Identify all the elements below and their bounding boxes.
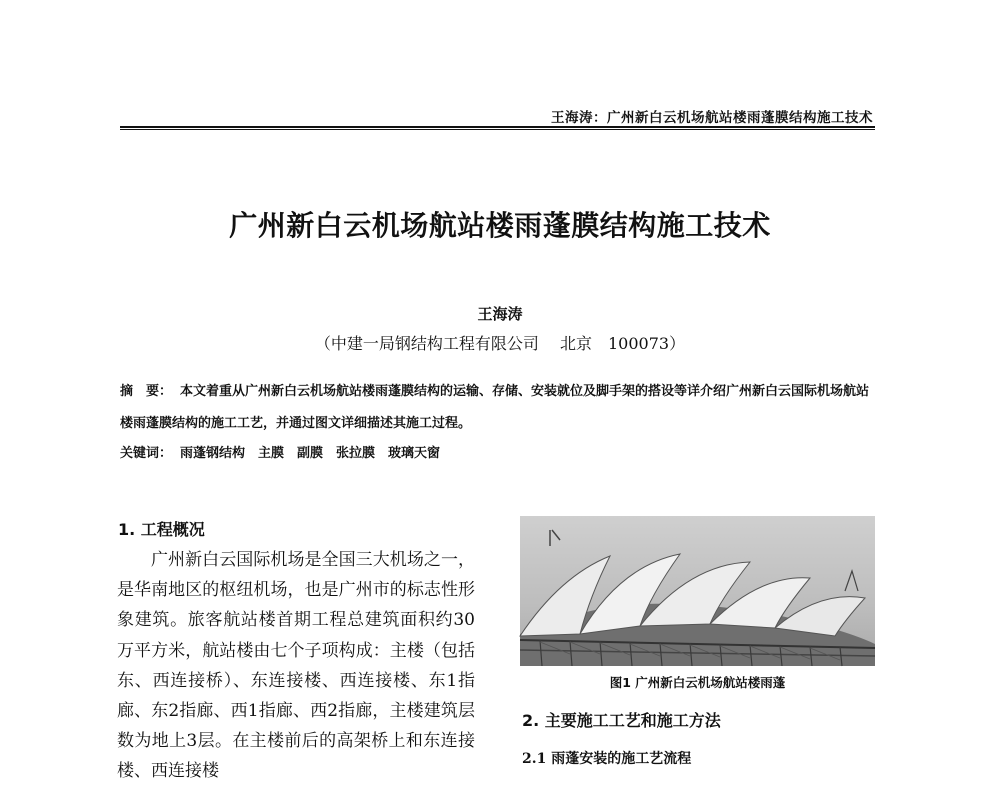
- section2-heading: 2. 主要施工工艺和施工方法: [522, 711, 721, 730]
- author-name: 王海涛: [477, 305, 523, 323]
- keywords-text: 雨蓬钢结构 主膜 副膜 张拉膜 玻璃天窗: [180, 446, 441, 461]
- canopy-photo-illustration: [520, 516, 875, 666]
- author-affiliation: （中建一局钢结构工程有限公司 北京 100073）: [314, 334, 686, 353]
- abstract-label: 摘 要：: [120, 384, 173, 399]
- section1-heading: 1. 工程概况: [118, 520, 205, 539]
- keywords: [120, 440, 875, 468]
- article-title: 广州新白云机场航站楼雨蓬膜结构施工技术: [229, 209, 771, 242]
- abstract: [120, 376, 875, 440]
- header-rule: [120, 126, 875, 130]
- abstract-text: 本文着重从广州新白云机场航站楼雨蓬膜结构的运输、存储、安装就位及脚手架的搭设等详介绍广州新白云国际机场航站楼雨蓬膜结构的施工工艺，并通过图文详细描述其施工过程。: [120, 384, 870, 431]
- running-header: 王海涛：广州新白云机场航站楼雨蓬膜结构施工技术: [551, 110, 873, 126]
- section2-1-heading: 2.1 雨蓬安装的施工艺流程: [522, 751, 692, 767]
- figure1-photo: [520, 516, 875, 666]
- figure1-caption: 图1 广州新白云机场航站楼雨蓬: [609, 675, 786, 690]
- section1-body: 广州新白云国际机场是全国三大机场之一，是华南地区的枢纽机场，也是广州市的标志性形象建筑。旅客航站楼首期工程总建筑面积约30万平方米，航站楼由七个子项构成：主楼（包括东、西连接桥）、东连接楼、西连接楼、东1指廊、东2指廊、西1指廊、西2指廊，主楼建筑层数为地上3层。在主楼前后的高架桥上和东连接楼、西连接楼: [117, 550, 475, 782]
- keywords-label: 关键词：: [120, 446, 173, 461]
